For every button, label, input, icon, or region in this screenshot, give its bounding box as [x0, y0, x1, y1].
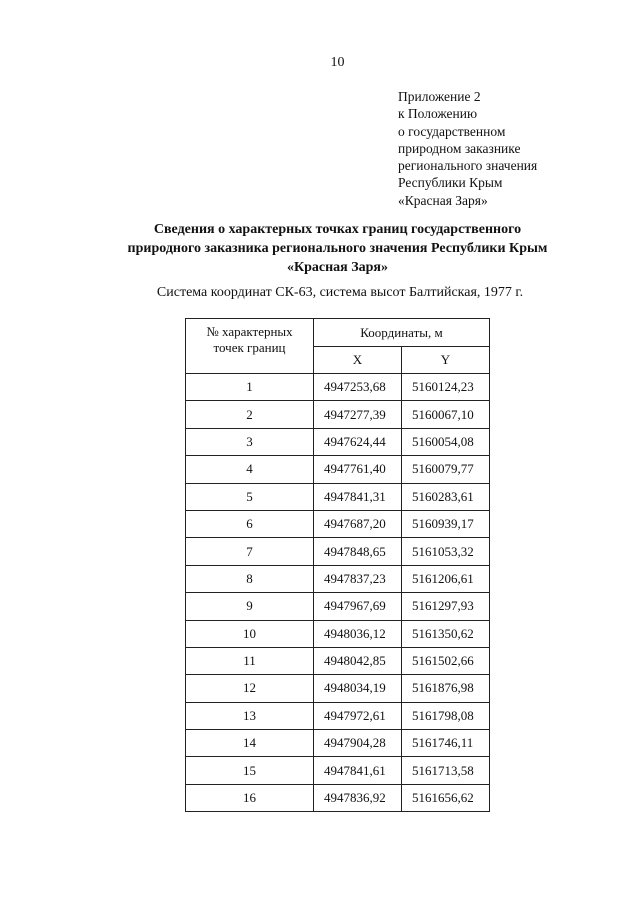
appendix-line: Республики Крым: [398, 175, 503, 191]
point-number-header-line1: № характерных: [206, 324, 293, 339]
y-coordinate-cell: 5161502,66: [402, 647, 490, 674]
y-coordinate-cell: 5161798,08: [402, 702, 490, 729]
point-number-cell: 10: [186, 620, 314, 647]
point-number-cell: 11: [186, 647, 314, 674]
y-coordinate-cell: 5160124,23: [402, 374, 490, 401]
point-number-cell: 12: [186, 675, 314, 702]
y-header: Y: [402, 347, 490, 374]
table-row: [186, 456, 490, 483]
x-coordinate-cell: 4947848,65: [314, 538, 402, 565]
y-coordinate-cell: 5161713,58: [402, 757, 490, 784]
x-coordinate-cell: 4947687,20: [314, 510, 402, 537]
point-number-cell: 7: [186, 538, 314, 565]
x-coordinate-cell: 4947837,23: [314, 565, 402, 592]
x-coordinate-cell: 4947904,28: [314, 730, 402, 757]
table-row: [186, 374, 490, 401]
table-body: [186, 374, 490, 812]
y-coordinate-cell: 5161206,61: [402, 565, 490, 592]
point-number-cell: 1: [186, 374, 314, 401]
point-number-cell: 16: [186, 784, 314, 811]
x-coordinate-cell: 4948036,12: [314, 620, 402, 647]
point-number-cell: 3: [186, 428, 314, 455]
y-coordinate-cell: 5160067,10: [402, 401, 490, 428]
point-number-cell: 2: [186, 401, 314, 428]
table-row: [186, 757, 490, 784]
point-number-cell: 4: [186, 456, 314, 483]
appendix-block: [398, 88, 537, 209]
title-line: Сведения о характерных точках границ государственного: [153, 222, 522, 237]
appendix-line: Приложение 2: [398, 89, 481, 104]
point-number-cell: 14: [186, 730, 314, 757]
coordinate-system-note: Система координат СК-63, система высот Балтийская, 1977 г.: [156, 285, 524, 300]
x-header: X: [314, 347, 402, 374]
table-row: [186, 510, 490, 537]
x-coordinate-cell: 4947624,44: [314, 428, 402, 455]
table-row: [186, 784, 490, 811]
y-coordinate-cell: 5160079,77: [402, 456, 490, 483]
table-row: [186, 483, 490, 510]
x-coordinate-cell: 4947967,69: [314, 593, 402, 620]
x-coordinate-cell: 4947972,61: [314, 702, 402, 729]
coordinates-header: Координаты, м: [314, 319, 490, 347]
appendix-line: о государственном: [398, 123, 506, 139]
x-coordinate-cell: 4947253,68: [314, 374, 402, 401]
boundary-points-table: [185, 318, 490, 812]
x-coordinate-cell: 4947836,92: [314, 784, 402, 811]
title-line: природного заказника регионального значения Республики Крым: [127, 241, 548, 256]
appendix-line: к Положению: [398, 106, 478, 122]
y-coordinate-cell: 5161656,62: [402, 784, 490, 811]
point-number-cell: 9: [186, 593, 314, 620]
table-row: [186, 538, 490, 565]
appendix-line: регионального значения: [398, 158, 538, 174]
x-coordinate-cell: 4947761,40: [314, 456, 402, 483]
y-coordinate-cell: 5161746,11: [402, 730, 490, 757]
point-number-cell: 5: [186, 483, 314, 510]
y-coordinate-cell: 5161053,32: [402, 538, 490, 565]
y-coordinate-cell: 5160939,17: [402, 510, 490, 537]
table-row: [186, 702, 490, 729]
table-row: [186, 647, 490, 674]
title-line: «Красная Заря»: [286, 260, 389, 275]
y-coordinate-cell: 5160283,61: [402, 483, 490, 510]
y-coordinate-cell: 5161350,62: [402, 620, 490, 647]
point-number-cell: 15: [186, 757, 314, 784]
x-coordinate-cell: 4947277,39: [314, 401, 402, 428]
point-number-cell: 8: [186, 565, 314, 592]
table-row: [186, 401, 490, 428]
point-number-header-line2: точек границ: [213, 340, 286, 355]
y-coordinate-cell: 5161876,98: [402, 675, 490, 702]
x-coordinate-cell: 4947841,61: [314, 757, 402, 784]
x-coordinate-cell: 4948042,85: [314, 647, 402, 674]
x-coordinate-cell: 4948034,19: [314, 675, 402, 702]
y-coordinate-cell: 5160054,08: [402, 428, 490, 455]
point-number-cell: 6: [186, 510, 314, 537]
point-number-header: [186, 319, 314, 374]
table-row: [186, 565, 490, 592]
table-row: [186, 620, 490, 647]
table-row: [186, 428, 490, 455]
y-coordinate-cell: 5161297,93: [402, 593, 490, 620]
page-number: 10: [330, 55, 345, 70]
appendix-line: «Красная Заря»: [398, 192, 488, 208]
table-row: [186, 593, 490, 620]
x-coordinate-cell: 4947841,31: [314, 483, 402, 510]
table-row: [186, 675, 490, 702]
table-row: [186, 730, 490, 757]
point-number-cell: 13: [186, 702, 314, 729]
appendix-line: природном заказнике: [398, 140, 521, 156]
document-title: [100, 220, 575, 277]
